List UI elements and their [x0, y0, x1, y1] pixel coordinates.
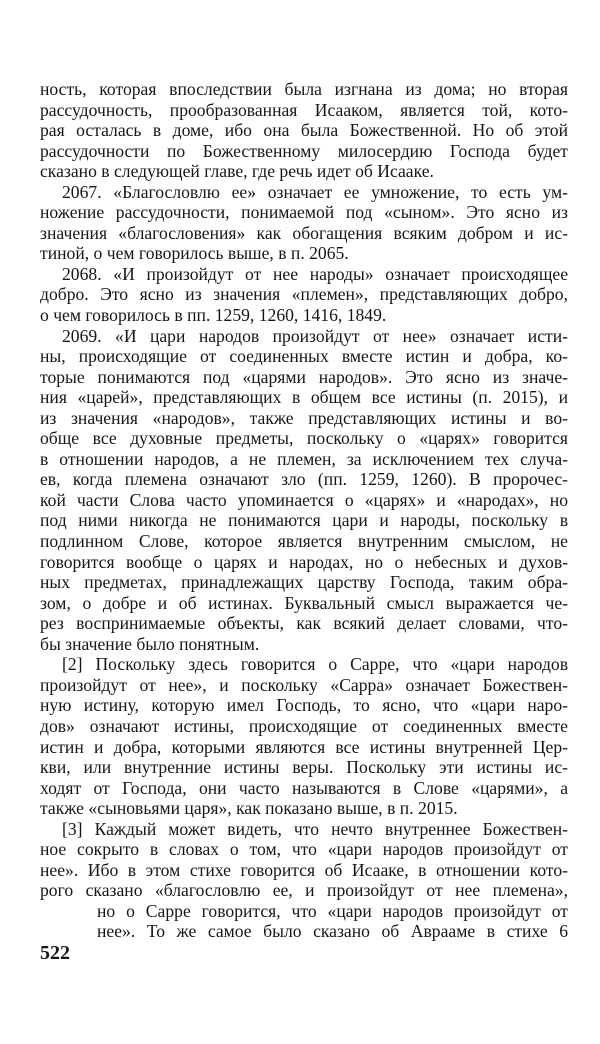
text-line: 2067. «Благословлю ее» означает ее умножение, то есть ум- [62, 181, 568, 202]
text-line: ев, когда племена означают зло (пп. 1259, 1260). В пророчес- [40, 469, 568, 490]
text-line: подлинном Слове, которое является внутренним смыслом, не [40, 531, 568, 552]
text-line: [2] Поскольку здесь говорится о Сарре, что «цари народов [62, 654, 568, 675]
text-line: бы значение было понятным. [40, 633, 260, 654]
paragraph [40, 326, 568, 655]
text-line: добро. Это ясно из значения «племен», представляющих добро, [40, 284, 568, 305]
text-line: [3] Каждый может видеть, что нечто внутреннее Божествен- [62, 818, 568, 839]
text-line: рез воспринимаемые объекты, как всякий делает словами, что- [40, 613, 568, 634]
text-line: 2068. «И произойдут от нее народы» означает происходящее [62, 263, 568, 284]
text-line: но о Сарре говорится, что «цари народов произойдут от [97, 900, 568, 921]
paragraph [40, 264, 568, 326]
text-line: истин и добра, которыми являются все истины внутренней Цер- [40, 736, 568, 757]
text-line: произойдут от нее», и поскольку «Сарра» означает Божествен- [40, 674, 568, 695]
paragraph [40, 654, 568, 818]
text-line: рая осталась в доме, ибо она была Божественной. Но об этой [40, 120, 568, 141]
text-line: 2069. «И цари народов произойдут от нее» означает исти- [62, 325, 568, 346]
text-line: ния «царей», представляющих в общем все истины (п. 2015), и [40, 387, 568, 408]
text-line: значения «благословения» как обогащения всяким добром и ис- [40, 222, 568, 243]
text-line: ны, происходящие от соединенных вместе истин и добра, ко- [40, 346, 568, 367]
text-line: рого сказано «благословлю ее, и произойдут от нее племена», [40, 880, 568, 901]
text-line: нее». То же самое было сказано об Аврааме в стихе 6 [97, 921, 568, 942]
text-line: ных предметах, принадлежащих царству Господа, таким обра- [40, 572, 568, 593]
text-line: торые понимаются под «царями народов». Это ясно из значе- [40, 366, 568, 387]
text-line: сказано в следующей главе, где речь идет об Исааке. [40, 161, 434, 182]
text-line: тиной, о чем говорилось выше, в п. 2065. [40, 243, 349, 264]
text-line: в отношении народов, а не племен, за исключением тех случа- [40, 448, 568, 469]
text-line: ную истину, которую имел Господь, то ясно, что «цари наро- [40, 695, 568, 716]
text-line: зом, о добре и об истинах. Буквальный смысл выражается че- [40, 592, 568, 613]
text-line: нее». Ибо в этом стихе говорится об Исааке, в отношении кото- [40, 859, 568, 880]
text-line: дов» означают истины, происходящие от соединенных вместе [40, 715, 568, 736]
text-line: о чем говорилось в пп. 1259, 1260, 1416, 1849. [40, 305, 387, 326]
body-text [40, 79, 568, 942]
paragraph [40, 182, 568, 264]
text-line: под ними никогда не понимаются цари и народы, поскольку в [40, 510, 568, 531]
text-line: обще все духовные предметы, поскольку о «царях» говорится [40, 428, 568, 449]
text-line: рассудочности по Божественному милосердию Господа будет [40, 140, 568, 161]
text-line: также «сыновьями царя», как показано выше, в п. 2015. [40, 798, 458, 819]
page-number: 522 [40, 942, 70, 964]
text-line: ность, которая впоследствии была изгнана из дома; но вторая [40, 79, 568, 99]
paragraph [40, 819, 568, 942]
text-line: говорится вообще о царях и народах, но о небесных и духов- [40, 551, 568, 572]
text-line: ходят от Господа, они часто называются в Слове «царями», а [40, 777, 568, 798]
text-line: кви, или внутренние истины веры. Поскольку эти истины ис- [40, 757, 568, 778]
text-line: рассудочность, прообразованная Исааком, является той, кото- [40, 99, 568, 120]
text-line: кой части Слова часто упоминается о «царях» и «народах», но [40, 489, 568, 510]
text-line: ное сокрыто в словах о том, что «цари народов произойдут от [40, 839, 568, 860]
text-line: из значения «народов», также представляющих истины и во- [40, 407, 568, 428]
text-line: ножение рассудочности, понимаемой под «сыном». Это ясно из [40, 202, 568, 223]
paragraph [40, 79, 568, 182]
